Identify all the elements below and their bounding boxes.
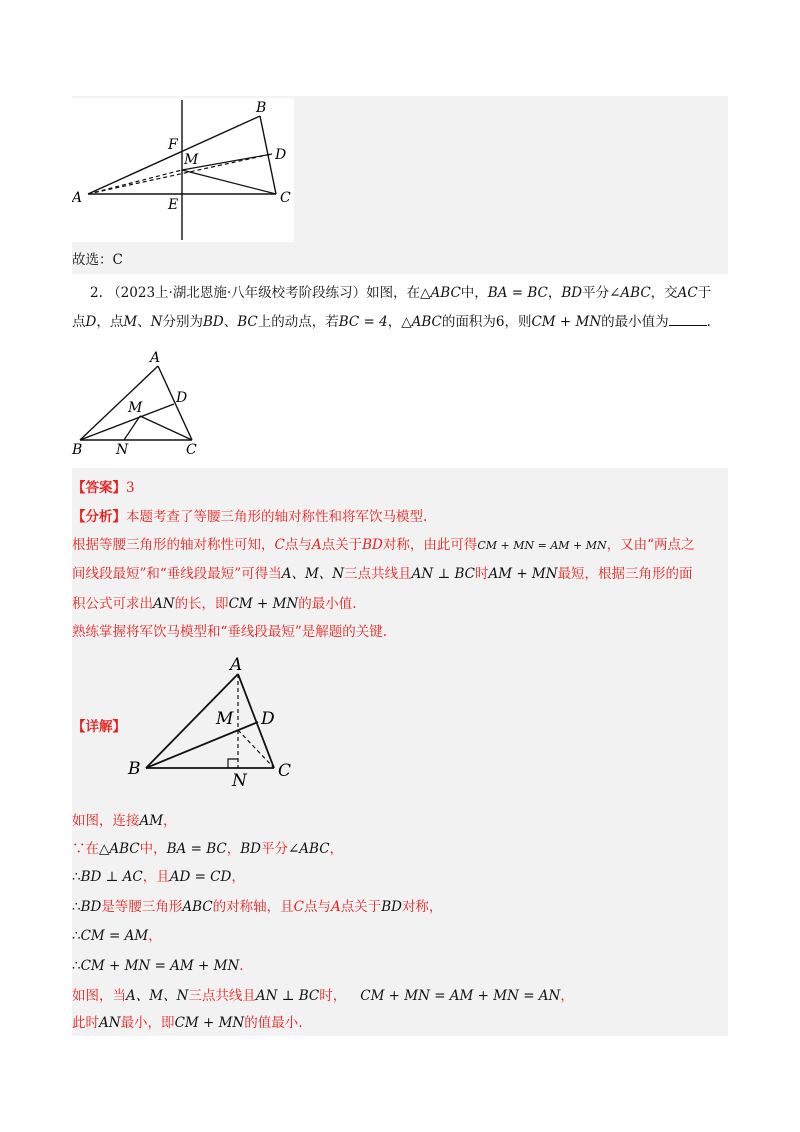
q-text: 上的动点，若 [257, 314, 339, 330]
s-text: 三点共线且 [188, 988, 256, 1004]
s-text: 如图，连接 [72, 813, 140, 829]
question-source: （2023上·湖北恩施·八年级校考阶段练习） [107, 285, 367, 301]
s-text: 时 [474, 566, 489, 582]
s-math: BD [381, 899, 402, 915]
detail-line-1 [72, 811, 177, 831]
q-math: BC = 4 [338, 314, 388, 330]
q-text: 分别为 [162, 314, 203, 330]
s-text: ， [329, 841, 344, 857]
fig2-label-N: N [116, 442, 129, 458]
q-text: 平分 [582, 285, 610, 301]
fig2-label-M: M [128, 400, 143, 416]
detail-line-6 [72, 956, 244, 976]
s-text: ，且 [142, 869, 170, 885]
q-text: ，交 [650, 285, 678, 301]
s-text: 如图，当 [72, 988, 126, 1004]
s-math: AN ⊥ BC [411, 566, 475, 582]
q-text: 中， [460, 285, 488, 301]
s-text: 平分 [260, 841, 288, 857]
detail-line-2 [72, 839, 343, 859]
s-math: CM + MN = AM + MN [477, 539, 607, 552]
analysis-line-4 [72, 594, 357, 614]
analysis-tag: 【分析】 [72, 509, 126, 525]
analysis-line-5: 熟练掌握将军饮马模型和“垂线段最短”是解题的关键. [72, 624, 388, 640]
s-text: 点与 [303, 899, 331, 915]
s-text: ， [560, 988, 574, 1004]
detail-line-3 [72, 867, 245, 887]
question-number: 2. [90, 285, 103, 301]
analysis-line-2 [72, 535, 695, 556]
s-math: A [311, 537, 322, 553]
q-text: 于 [697, 285, 712, 301]
s-math: CM + MN = AM + MN = AN [360, 988, 561, 1004]
s-text: 对称， [401, 899, 443, 915]
fig2-label-C: C [186, 442, 197, 458]
q-text: 、 [223, 314, 238, 330]
s-math: AN [153, 596, 175, 612]
s-math: C [274, 537, 285, 553]
s-math: A、M、N [281, 566, 345, 582]
question-2-line-2 [72, 311, 711, 332]
s-text: ， [226, 841, 241, 857]
s-text: 的长，即 [174, 596, 229, 612]
fig2-label-A: A [150, 350, 161, 366]
fig1-label-E: E [168, 197, 179, 213]
s-text: . [239, 958, 244, 974]
q-text: 点 [72, 314, 86, 330]
fig1-label-A: A [72, 190, 83, 206]
fig3-label-M: M [216, 709, 234, 729]
detail-line-4 [72, 897, 442, 917]
s-math: AM [139, 813, 164, 829]
s-math: CM + MN [228, 596, 299, 612]
s-text: ， [231, 869, 245, 885]
s-math: BA = BC [166, 841, 227, 857]
s-math: AD = CD [169, 869, 232, 885]
fig1-label-M: M [184, 152, 199, 168]
s-text: ∴ [72, 899, 81, 915]
s-text: 的最小值. [298, 596, 357, 612]
q-math: CM + MN [531, 314, 602, 330]
figure-question-2 [70, 346, 210, 458]
figure-solution [124, 652, 304, 788]
analysis-line-3 [72, 564, 693, 584]
detail-line-5 [72, 926, 162, 946]
s-text: ∴ [72, 869, 81, 885]
q-text: 、 [137, 314, 151, 330]
answer-blank[interactable] [669, 311, 707, 326]
answer-tag: 【答案】 [72, 480, 126, 496]
s-math: C [293, 899, 304, 915]
q-text: ， [547, 285, 562, 301]
s-text: 时， [319, 988, 347, 1004]
fig3-label-A: A [230, 655, 243, 675]
s-text: 此时 [72, 1015, 99, 1031]
s-math: BD [240, 841, 261, 857]
fig1-label-C: C [280, 190, 291, 206]
s-text: 三点共线且 [344, 566, 412, 582]
fig2-label-D: D [176, 390, 188, 406]
s-math: AM + MN [488, 566, 558, 582]
s-text: ， [163, 813, 177, 829]
q-math: N [150, 314, 163, 330]
s-text: 的值最小. [244, 1015, 303, 1031]
q-text: 如图，在 [366, 285, 421, 301]
analysis-line-1 [72, 507, 427, 527]
q-math: D [85, 314, 97, 330]
q-math: M [123, 314, 138, 330]
q-math: BD [561, 285, 583, 301]
fig3-label-N: N [232, 771, 247, 788]
q-math: △ABC [401, 314, 442, 330]
s-text: ∵在 [72, 841, 99, 857]
s-text: 中， [139, 841, 167, 857]
s-text: 根据等腰三角形的轴对称性可知， [72, 537, 275, 553]
q-text: ， [387, 314, 402, 330]
s-text: ， [148, 928, 162, 944]
s-text: 间线段最短”和“垂线段最短”可得当 [72, 566, 282, 582]
s-math: CM = AM [80, 928, 149, 944]
fig1-label-D: D [275, 147, 287, 163]
fig3-label-D: D [261, 709, 275, 729]
s-text: ∴ [72, 958, 81, 974]
s-math: BD ⊥ AC [80, 869, 143, 885]
s-text: 最小，即 [120, 1015, 175, 1031]
figure-previous-problem [72, 98, 294, 242]
s-text: 积公式可求出 [72, 596, 153, 612]
fig1-label-B: B [256, 100, 267, 116]
fig3-label-B: B [128, 759, 141, 779]
previous-answer: 故选：C [72, 252, 123, 268]
s-text: 点关于 [321, 537, 363, 553]
s-math: AN [99, 1015, 121, 1031]
s-text: 的对称轴，且 [212, 899, 294, 915]
q-text: 的面积为6，则 [441, 314, 532, 330]
fig3-label-C: C [278, 761, 292, 781]
s-math: A、M、N [126, 988, 189, 1004]
s-math: BD [362, 537, 383, 553]
detail-line-8 [72, 1013, 303, 1033]
answer-line [72, 478, 135, 498]
s-text: 对称，由此可得 [382, 537, 478, 553]
s-math: ∠ABC [287, 841, 330, 857]
s-math: △ABC [99, 841, 140, 857]
q-text: 的最小值为 [601, 314, 669, 330]
s-text: 点关于 [340, 899, 382, 915]
answer-value: 3 [126, 480, 135, 496]
q-math: BA = BC [487, 285, 548, 301]
s-math: AN ⊥ BC [255, 988, 320, 1004]
q-text: . [706, 314, 711, 330]
q-math: BD [202, 314, 224, 330]
s-text: ∴ [72, 928, 81, 944]
detail-line-7 [72, 986, 574, 1006]
s-text: 点与 [284, 537, 312, 553]
s-text: 最短，根据三角形的面 [557, 566, 693, 582]
q-math: ∠ABC [609, 285, 651, 301]
q-math: △ABC [420, 285, 461, 301]
q-math: AC [677, 285, 698, 301]
s-text: ，又由“两点之 [606, 537, 695, 553]
detail-tag: 【详解】 [72, 719, 126, 735]
s-math: ABC [182, 899, 213, 915]
s-text: 是等腰三角形 [101, 899, 183, 915]
fig1-label-F: F [168, 137, 178, 153]
fig2-label-B: B [72, 442, 83, 458]
s-math: CM + MN = AM + MN [80, 958, 240, 974]
question-2-line-1 [72, 283, 711, 303]
s-math: A [330, 899, 341, 915]
s-math: BD [80, 899, 102, 915]
s-math: CM + MN [174, 1015, 245, 1031]
q-text: ，点 [96, 314, 124, 330]
q-math: BC [237, 314, 258, 330]
analysis-text: 本题考查了等腰三角形的轴对称性和将军饮马模型. [126, 509, 428, 525]
